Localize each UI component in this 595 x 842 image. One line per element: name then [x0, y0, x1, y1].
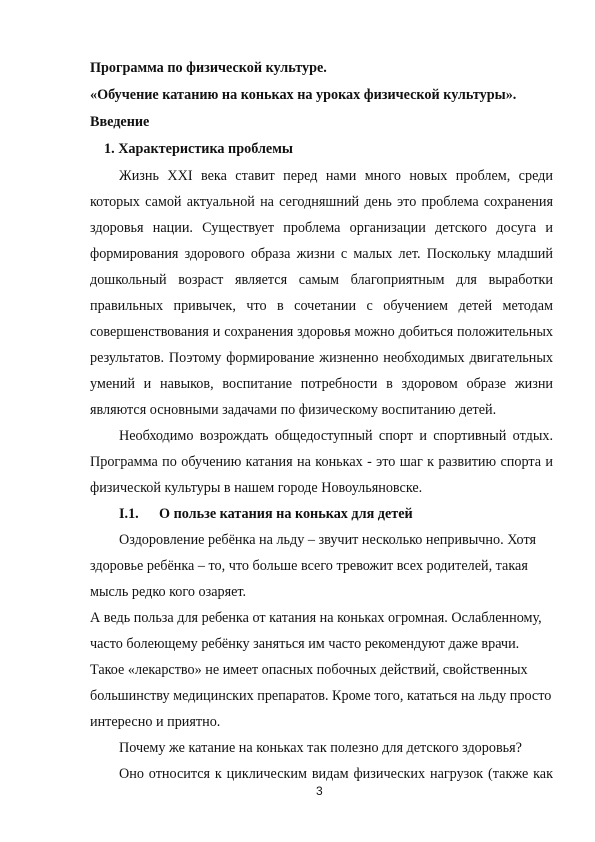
paragraph-1-line: правильных привычек, что в сочетании с обучением детей методам — [90, 298, 553, 314]
program-heading: Программа по физической культуре. — [90, 60, 327, 76]
section-heading-1: 1. Характеристика проблемы — [104, 141, 293, 157]
paragraph-1-line: формирования здорового образа жизни с малых лет. Поскольку младший — [90, 246, 553, 262]
paragraph-1-line: результатов. Поэтому формирование жизненно необходимых двигательных — [90, 350, 553, 366]
paragraph-2-line: Необходимо возрождать общедоступный спорт и спортивный отдых. — [119, 428, 553, 444]
paragraph-1-line: являются основными задачами по физическому воспитанию детей. — [90, 402, 497, 418]
paragraph-3-line: Оно относится к циклическим видам физических нагрузок (также как — [119, 766, 553, 782]
paragraph-3-line: Почему же катание на коньках так полезно для детского здоровья? — [119, 740, 522, 756]
paragraph-3-line: мысль редко кого озаряет. — [90, 584, 247, 600]
paragraph-1-line: умений и навыков, воспитание потребности в здоровом образе жизни — [90, 376, 553, 392]
paragraph-1-line: которых самой актуальной на сегодняшний день это проблема сохранения — [90, 194, 553, 210]
paragraph-3-line: часто болеющему ребёнку заняться им часто рекомендуют даже врачи. — [90, 636, 520, 652]
paragraph-3-line: интересно и приятно. — [90, 714, 221, 730]
page-number: 3 — [316, 784, 323, 798]
subsection-number: I.1. — [119, 506, 139, 522]
paragraph-1-line: дошкольный возраст является самым благоприятным для выработки — [90, 272, 553, 288]
subsection-title: О пользе катания на коньках для детей — [159, 506, 413, 522]
paragraph-3-line: здоровье ребёнка – то, что больше всего тревожит всех родителей, такая — [90, 558, 528, 574]
document-title: «Обучение катанию на коньках на уроках физической культуры». — [90, 87, 517, 103]
paragraph-3-line: Такое «лекарство» не имеет опасных побочных действий, свойственных — [90, 662, 528, 678]
paragraph-2-line: Программа по обучению катания на коньках - это шаг к развитию спорта и — [90, 454, 553, 470]
paragraph-1-line: Жизнь XXI века ставит перед нами много новых проблем, среди — [119, 168, 553, 184]
paragraph-3-line: большинству медицинских препаратов. Кроме того, кататься на льду просто — [90, 688, 552, 704]
paragraph-1-line: совершенствования и сохранения здоровья можно добиться положительных — [90, 324, 553, 340]
paragraph-1-line: здоровья нации. Существует проблема организации детского досуга и — [90, 220, 553, 236]
paragraph-2-line: физической культуры в нашем городе Новоульяновске. — [90, 480, 423, 496]
introduction-heading: Введение — [90, 114, 150, 130]
paragraph-3-line: А ведь польза для ребенка от катания на коньках огромная. Ослабленному, — [90, 610, 542, 626]
paragraph-3-line: Оздоровление ребёнка на льду – звучит несколько непривычно. Хотя — [119, 532, 536, 548]
